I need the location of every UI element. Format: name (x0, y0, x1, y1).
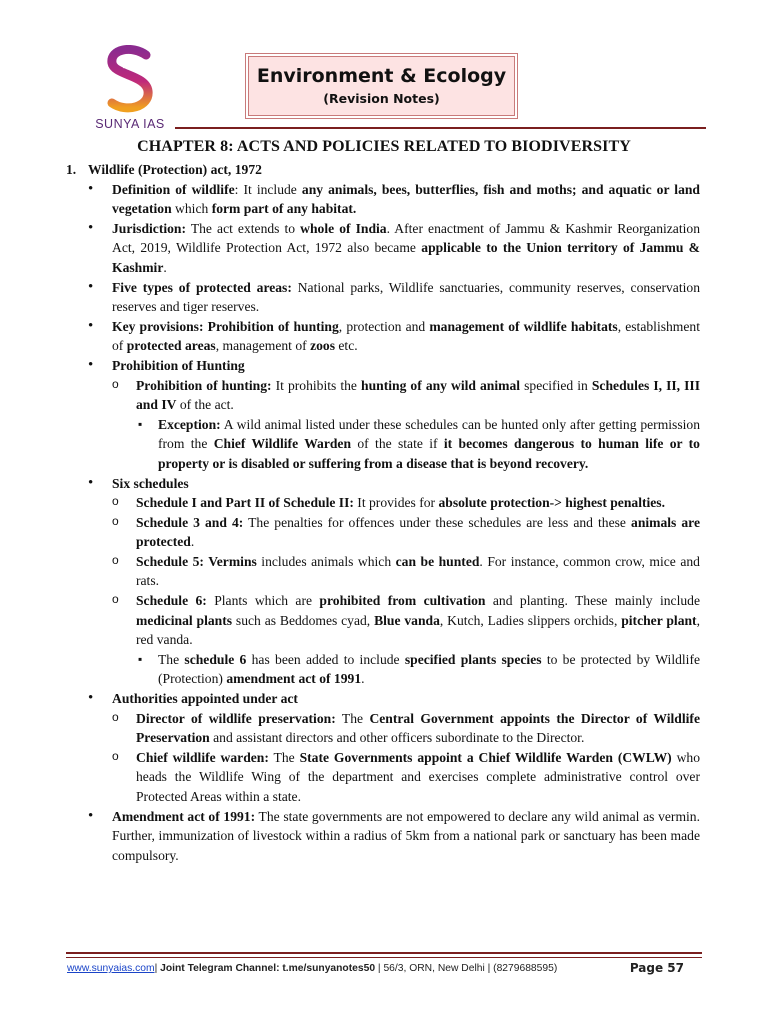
main-bullet-list (66, 180, 700, 866)
sub-list (112, 709, 700, 807)
list-item: • Six schedules o Schedule I and Part II of Schedule II: It provides for absolute protection-> highest penalties. o Schedule 3 and 4: The penalties for offences under these schedules are less and these animals are protected. o Schedule 5: Vermins includes animals which can be hunted. For instance, common crow, mice and rats. o Schedule 6: Plants which are prohibited from cultivation and planting. These mainly include medicinal plants such as Beddomes cyad, Blue vanda, Kutch, Ladies slippers orchids, pitcher plant, red vanda. ▪ The schedule 6 has been added to include specified plants species to be protected by Wildlife (Protection) amendment act of 1991. (112, 474, 700, 690)
sub-list-item: o Schedule 5: Vermins includes animals which can be hunted. For instance, common crow, mice and rats. (136, 552, 700, 591)
page-title: Environment & Ecology (256, 65, 507, 87)
sub-list-item: o Director of wildlife preservation: The Central Government appoints the Director of Wildlife Preservation and assistant directors and other officers subordinate to the Director. (136, 709, 700, 748)
section-title: Wildlife (Protection) act, 1972 (88, 162, 262, 177)
sub-sub-list (136, 415, 700, 474)
list-item: • Authorities appointed under act o Director of wildlife preservation: The Central Government appoints the Director of Wildlife Preservation and assistant directors and other officers subordinate to the Director. o Chief wildlife warden: The State Governments appoint a Chief Wildlife Warden (CWLW) who heads the Wildlife Wing of the department and exercises complete administrative control over Protected Areas within a state. (112, 689, 700, 807)
section-heading (66, 160, 700, 180)
footer-contact: | 56/3, ORN, New Delhi | (8279688595) (375, 963, 558, 974)
footer-text: www.sunyaias.com| Joint Telegram Channel: t.me/sunyanotes50 | 56/3, ORN, New Delhi | (8279688595) (67, 963, 558, 974)
section-number: 1. (66, 162, 77, 177)
list-item: • Jurisdiction: The act extends to whole of India. After enactment of Jammu & Kashmir Reorganization Act, 2019, Wildlife Protection Act, 1972 also became applicable to the Union territory of Jammu & Kashmir. (112, 219, 700, 278)
list-item: • Amendment act of 1991: The state governments are not empowered to declare any wild animal as vermin. Further, immunization of livestock within a radius of 5km from a national park or sanctuary has been made compulsory. (112, 807, 700, 866)
website-link[interactable]: www.sunyaias.com (67, 963, 155, 974)
list-item: • Key provisions: Prohibition of hunting, protection and management of wildlife habitats, establishment of protected areas, management of zoos etc. (112, 317, 700, 356)
telegram-channel: Joint Telegram Channel: t.me/sunyanotes50 (160, 963, 376, 974)
logo-s-icon (102, 45, 158, 115)
sub-list (112, 376, 700, 474)
sub-sub-list-item: ▪ The schedule 6 has been added to include specified plants species to be protected by Wildlife (Protection) amendment act of 1991. (158, 650, 700, 689)
sub-list-item: o Schedule 3 and 4: The penalties for offences under these schedules are less and these animals are protected. (136, 513, 700, 552)
sub-list (112, 493, 700, 689)
logo-text: SUNYA IAS (95, 117, 165, 131)
title-box (248, 56, 515, 116)
page-number: Page 57 (629, 961, 684, 975)
sub-list-item: o Schedule 6: Plants which are prohibited from cultivation and planting. These mainly include medicinal plants such as Beddomes cyad, Blue vanda, Kutch, Ladies slippers orchids, pitcher plant, red vanda. ▪ The schedule 6 has been added to include specified plants species to be protected by Wildlife (Protection) amendment act of 1991. (136, 591, 700, 689)
sub-list-item: o Chief wildlife warden: The State Governments appoint a Chief Wildlife Warden (CWLW) who heads the Wildlife Wing of the department and exercises complete administrative control over Protected Areas within a state. (136, 748, 700, 807)
page-subtitle: (Revision Notes) (323, 91, 440, 106)
footer-divider (66, 952, 702, 958)
sub-list-item: o Prohibition of hunting: It prohibits the hunting of any wild animal specified in Schedules I, II, III and IV of the act. ▪ Exception: A wild animal listed under these schedules can be hunted only after getting permission from the Chief Wildlife Warden of the state if it becomes dangerous to human life or to property or is disabled or suffering from a disease that is beyond recovery. (136, 376, 700, 474)
notes-content (66, 160, 700, 865)
header-divider (175, 127, 706, 129)
sub-sub-list (136, 650, 700, 689)
sub-sub-list-item: ▪ Exception: A wild animal listed under these schedules can be hunted only after getting permission from the Chief Wildlife Warden of the state if it becomes dangerous to human life or to property or is disabled or suffering from a disease that is beyond recovery. (158, 415, 700, 474)
sub-list-item: o Schedule I and Part II of Schedule II: It provides for absolute protection-> highest penalties. (136, 493, 700, 513)
sunya-ias-logo (90, 45, 170, 135)
list-item: • Prohibition of Hunting o Prohibition of hunting: It prohibits the hunting of any wild animal specified in Schedules I, II, III and IV of the act. ▪ Exception: A wild animal listed under these schedules can be hunted only after getting permission from the Chief Wildlife Warden of the state if it becomes dangerous to human life or to property or is disabled or suffering from a disease that is beyond recovery. (112, 356, 700, 474)
list-item: • Definition of wildlife: It include any animals, bees, butterflies, fish and moths; and aquatic or land vegetation which form part of any habitat. (112, 180, 700, 219)
list-item: • Five types of protected areas: National parks, Wildlife sanctuaries, community reserves, conservation reserves and tiger reserves. (112, 278, 700, 317)
chapter-title: CHAPTER 8: ACTS AND POLICIES RELATED TO BIODIVERSITY (137, 138, 631, 155)
